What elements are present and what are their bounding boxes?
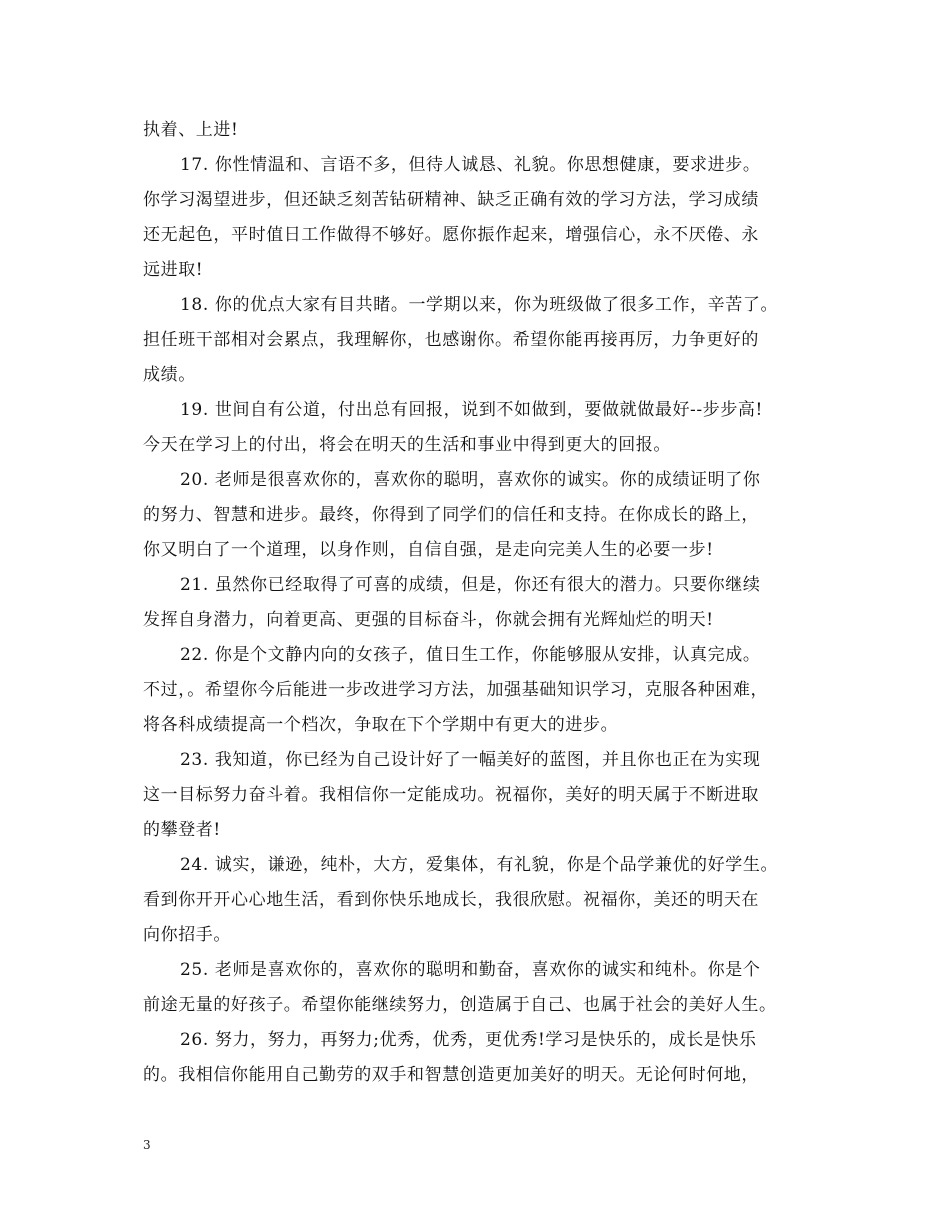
text-line: 这一目标努力奋斗着。我相信你一定能成功。祝福你，美好的明天属于不断进取 bbox=[143, 785, 759, 805]
text-line: 你学习渴望进步，但还缺乏刻苦钻研精神、缺乏正确有效的学习方法，学习成绩 bbox=[143, 190, 759, 210]
text-line: 20. 老师是很喜欢你的，喜欢你的聪明，喜欢你的诚实。你的成绩证明了你 bbox=[180, 470, 761, 490]
text-line: 26. 努力，努力，再努力;优秀，优秀，更优秀!学习是快乐的，成长是快乐 bbox=[180, 1030, 757, 1050]
text-line: 你又明白了一个道理，以身作则，自信自强，是走向完美人生的必要一步! bbox=[143, 540, 714, 560]
text-line: 19. 世间自有公道，付出总有回报，说到不如做到，要做就做最好--步步高! bbox=[180, 400, 763, 420]
text-line: 23. 我知道，你已经为自己设计好了一幅美好的蓝图，并且你也正在为实现 bbox=[180, 750, 761, 770]
text-line: 不过，。希望你今后能进一步改进学习方法，加强基础知识学习，克服各种困难， bbox=[143, 680, 769, 700]
text-line: 担任班干部相对会累点，我理解你，也感谢你。希望你能再接再厉，力争更好的 bbox=[143, 330, 759, 350]
text-line: 18. 你的优点大家有目共睹。一学期以来，你为班级做了很多工作，辛苦了。 bbox=[180, 295, 779, 315]
text-line: 还无起色，平时值日工作做得不够好。愿你振作起来，增强信心，永不厌倦、永 bbox=[143, 225, 759, 245]
text-line: 前途无量的好孩子。希望你能继续努力，创造属于自己、也属于社会的美好人生。 bbox=[143, 995, 777, 1015]
text-line: 17. 你性情温和、言语不多，但待人诚恳、礼貌。你思想健康，要求进步。 bbox=[180, 155, 761, 175]
text-line: 将各科成绩提高一个档次，争取在下个学期中有更大的进步。 bbox=[143, 715, 619, 735]
text-line: 的攀登者! bbox=[143, 820, 221, 840]
text-line: 22. 你是个文静内向的女孩子，值日生工作，你能够服从安排，认真完成。 bbox=[180, 645, 761, 665]
document-body bbox=[143, 113, 833, 1093]
text-line: 的。我相信你能用自己勤劳的双手和智慧创造更加美好的明天。无论何时何地， bbox=[143, 1065, 759, 1085]
text-line: 发挥自身潜力，向着更高、更强的目标奋斗，你就会拥有光辉灿烂的明天! bbox=[143, 610, 714, 630]
text-line: 今天在学习上的付出，将会在明天的生活和事业中得到更大的回报。 bbox=[143, 435, 671, 455]
text-line: 执着、上进! bbox=[143, 120, 239, 140]
text-line: 向你招手。 bbox=[143, 925, 231, 945]
text-line: 21. 虽然你已经取得了可喜的成绩，但是，你还有很大的潜力。只要你继续 bbox=[180, 575, 761, 595]
text-line: 成绩。 bbox=[143, 365, 196, 385]
text-line: 远进取! bbox=[143, 260, 204, 280]
text-line: 看到你开开心心地生活，看到你快乐地成长，我很欣慰。祝福你，美还的明天在 bbox=[143, 890, 759, 910]
text-line: 24. 诚实，谦逊，纯朴，大方，爱集体，有礼貌，你是个品学兼优的好学生。 bbox=[180, 855, 779, 875]
page-number: 3 bbox=[143, 1138, 151, 1152]
text-line: 25. 老师是喜欢你的，喜欢你的聪明和勤奋，喜欢你的诚实和纯朴。你是个 bbox=[180, 960, 761, 980]
text-line: 的努力、智慧和进步。最终，你得到了同学们的信任和支持。在你成长的路上， bbox=[143, 505, 759, 525]
